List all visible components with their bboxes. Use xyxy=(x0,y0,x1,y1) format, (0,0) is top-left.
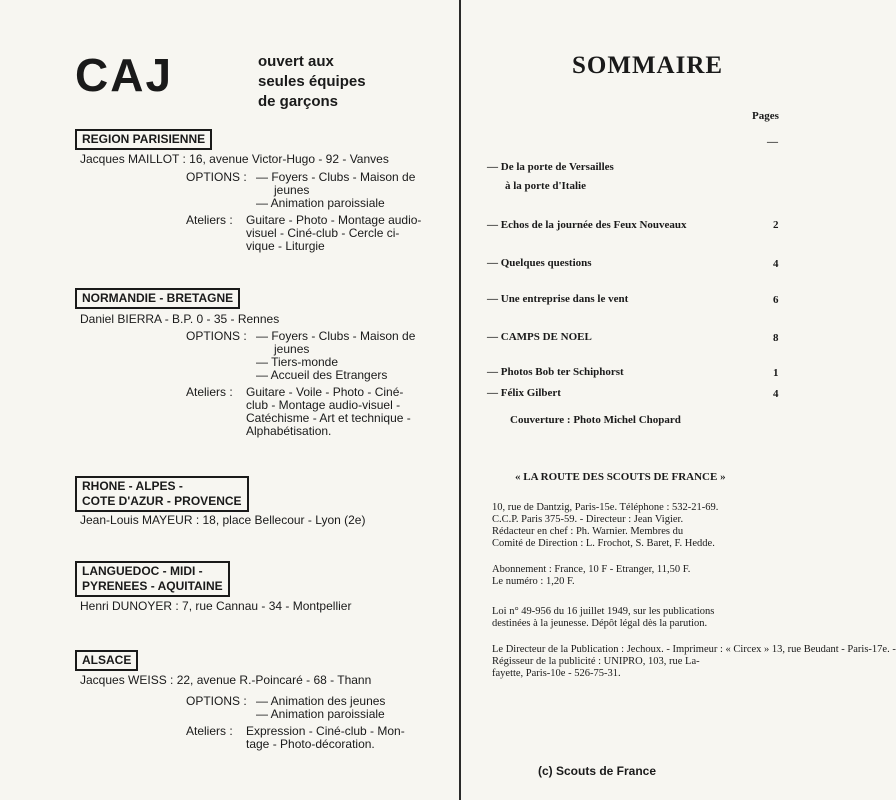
region-title-normandie xyxy=(75,288,240,309)
options-list xyxy=(256,330,415,382)
info-line: Le Directeur de la Publication : Jechoux. - Imprimeur : « Circex » 13, rue Beudant - Paris-17e. - xyxy=(492,644,896,655)
atelier-line: Expression - Ciné-club - Mon- xyxy=(246,724,405,738)
info-line: fayette, Paris-10e - 526-75-31. xyxy=(492,668,621,679)
toc-page-number: 2 xyxy=(773,219,779,231)
atelier-line: vique - Liturgie xyxy=(246,239,325,253)
region-title-line: REGION PARISIENNE xyxy=(82,132,206,146)
ateliers-list xyxy=(246,386,411,438)
toc-entry xyxy=(487,290,628,309)
atelier-line: Catéchisme - Art et technique - xyxy=(246,411,411,425)
info-line: Rédacteur en chef : Ph. Warnier. Membres du xyxy=(492,526,684,537)
region-title-rhone-alpes xyxy=(75,476,249,512)
region-title-line: ALSACE xyxy=(82,653,132,667)
region-title-alsace xyxy=(75,650,138,671)
toc-line: à la porte d'Italie xyxy=(505,180,586,192)
atelier-line: Alphabétisation. xyxy=(246,424,332,438)
region-contact: Daniel BIERRA - B.P. 0 - 35 - Rennes xyxy=(80,312,280,326)
toc-line: — Echos de la journée des Feux Nouveaux xyxy=(487,219,687,231)
region-contact: Jacques WEISS : 22, avenue R.-Poincaré - 68 - Thann xyxy=(80,673,372,687)
ateliers-list xyxy=(246,725,405,751)
tagline-line: de garçons xyxy=(258,93,339,110)
option-line: jeunes xyxy=(274,183,310,197)
region-title-line: RHONE - ALPES - xyxy=(82,479,183,493)
info-line: Loi n° 49-956 du 16 juillet 1949, sur les publications xyxy=(492,606,715,617)
options-list xyxy=(256,171,415,210)
toc-page-number: 4 xyxy=(773,388,779,400)
option-line: — Foyers - Clubs - Maison de xyxy=(256,329,416,343)
tagline-line: ouvert aux xyxy=(258,53,334,70)
options-label: OPTIONS : xyxy=(186,170,247,184)
region-contact: Henri DUNOYER : 7, rue Cannau - 34 - Montpellier xyxy=(80,599,352,613)
atelier-line: Guitare - Photo - Montage audio- xyxy=(246,213,422,227)
toc-entry xyxy=(487,328,592,347)
sommaire-title: SOMMAIRE xyxy=(572,52,724,79)
info-line: Abonnement : France, 10 F - Etranger, 11,50 F. xyxy=(492,564,691,575)
options-list xyxy=(256,695,385,721)
options-label: OPTIONS : xyxy=(186,694,247,708)
toc-line: — Félix Gilbert xyxy=(487,387,561,399)
magazine-title: « LA ROUTE DES SCOUTS DE FRANCE » xyxy=(515,471,726,483)
toc-line: Couverture : Photo Michel Chopard xyxy=(510,414,681,426)
ateliers-list xyxy=(246,214,421,253)
ateliers-label: Ateliers : xyxy=(186,724,233,738)
option-line: — Animation paroissiale xyxy=(256,707,385,721)
info-line: Comité de Direction : L. Frochot, S. Baret, F. Hedde. xyxy=(492,538,715,549)
toc-line: — Quelques questions xyxy=(487,257,592,269)
info-line: 10, rue de Dantzig, Paris-15e. Téléphone : 532-21-69. xyxy=(492,502,719,513)
toc-page-number: 8 xyxy=(773,332,779,344)
ateliers-label: Ateliers : xyxy=(186,385,233,399)
publication-credits xyxy=(492,644,896,680)
toc-entry xyxy=(487,216,687,235)
ateliers-label: Ateliers : xyxy=(186,213,233,227)
option-line: — Accueil des Etrangers xyxy=(256,368,388,382)
atelier-line: club - Montage audio-visuel - xyxy=(246,398,401,412)
atelier-line: Guitare - Voile - Photo - Ciné- xyxy=(246,385,404,399)
region-title-parisienne xyxy=(75,129,212,150)
toc-line: — Photos Bob ter Schiphorst xyxy=(487,366,624,378)
subscription-info xyxy=(492,564,792,588)
law-notice xyxy=(492,606,792,630)
toc-entry xyxy=(487,158,614,196)
info-line: Régisseur de la publicité : UNIPRO, 103, rue La- xyxy=(492,656,700,667)
toc-page-number: 4 xyxy=(773,258,779,270)
toc-line: — Une entreprise dans le vent xyxy=(487,293,629,305)
caj-tagline xyxy=(258,52,366,112)
option-line: — Animation des jeunes xyxy=(256,694,386,708)
info-line: destinées à la jeunesse. Dépôt légal dès la parution. xyxy=(492,618,708,629)
option-line: jeunes xyxy=(274,342,310,356)
toc-line: — De la porte de Versailles xyxy=(487,161,614,173)
option-line: — Animation paroissiale xyxy=(256,196,385,210)
toc-entry xyxy=(487,254,592,273)
atelier-line: tage - Photo-décoration. xyxy=(246,737,375,751)
toc-entry xyxy=(487,363,624,382)
option-line: — Foyers - Clubs - Maison de xyxy=(256,170,416,184)
options-label: OPTIONS : xyxy=(186,329,247,343)
toc-line: — CAMPS DE NOEL xyxy=(487,331,592,343)
pages-dash: — xyxy=(767,136,778,148)
region-contact: Jean-Louis MAYEUR : 18, place Bellecour - Lyon (2e) xyxy=(80,513,366,527)
region-title-languedoc xyxy=(75,561,230,597)
caj-logo: CAJ xyxy=(75,49,174,101)
option-line: — Tiers-monde xyxy=(256,355,339,369)
atelier-line: visuel - Ciné-club - Cercle ci- xyxy=(246,226,400,240)
toc-page-number: 6 xyxy=(773,294,779,306)
publisher-address xyxy=(492,502,792,550)
copyright-watermark: (c) Scouts de France xyxy=(538,764,657,778)
page-divider xyxy=(459,0,461,800)
toc-page-number: 1 xyxy=(773,367,779,379)
region-title-line: NORMANDIE - BRETAGNE xyxy=(82,291,234,305)
tagline-line: seules équipes xyxy=(258,73,366,90)
region-title-line: PYRENEES - AQUITAINE xyxy=(82,579,223,593)
pages-label: Pages xyxy=(752,110,779,122)
region-title-line: COTE D'AZUR - PROVENCE xyxy=(82,494,242,508)
toc-entry xyxy=(487,384,561,403)
info-line: C.C.P. Paris 375-59. - Directeur : Jean Vigier. xyxy=(492,514,684,525)
region-title-line: LANGUEDOC - MIDI - xyxy=(82,564,203,578)
region-contact: Jacques MAILLOT : 16, avenue Victor-Hugo - 92 - Vanves xyxy=(80,152,389,166)
info-line: Le numéro : 1,20 F. xyxy=(492,576,575,587)
toc-cover-credit xyxy=(510,411,681,430)
